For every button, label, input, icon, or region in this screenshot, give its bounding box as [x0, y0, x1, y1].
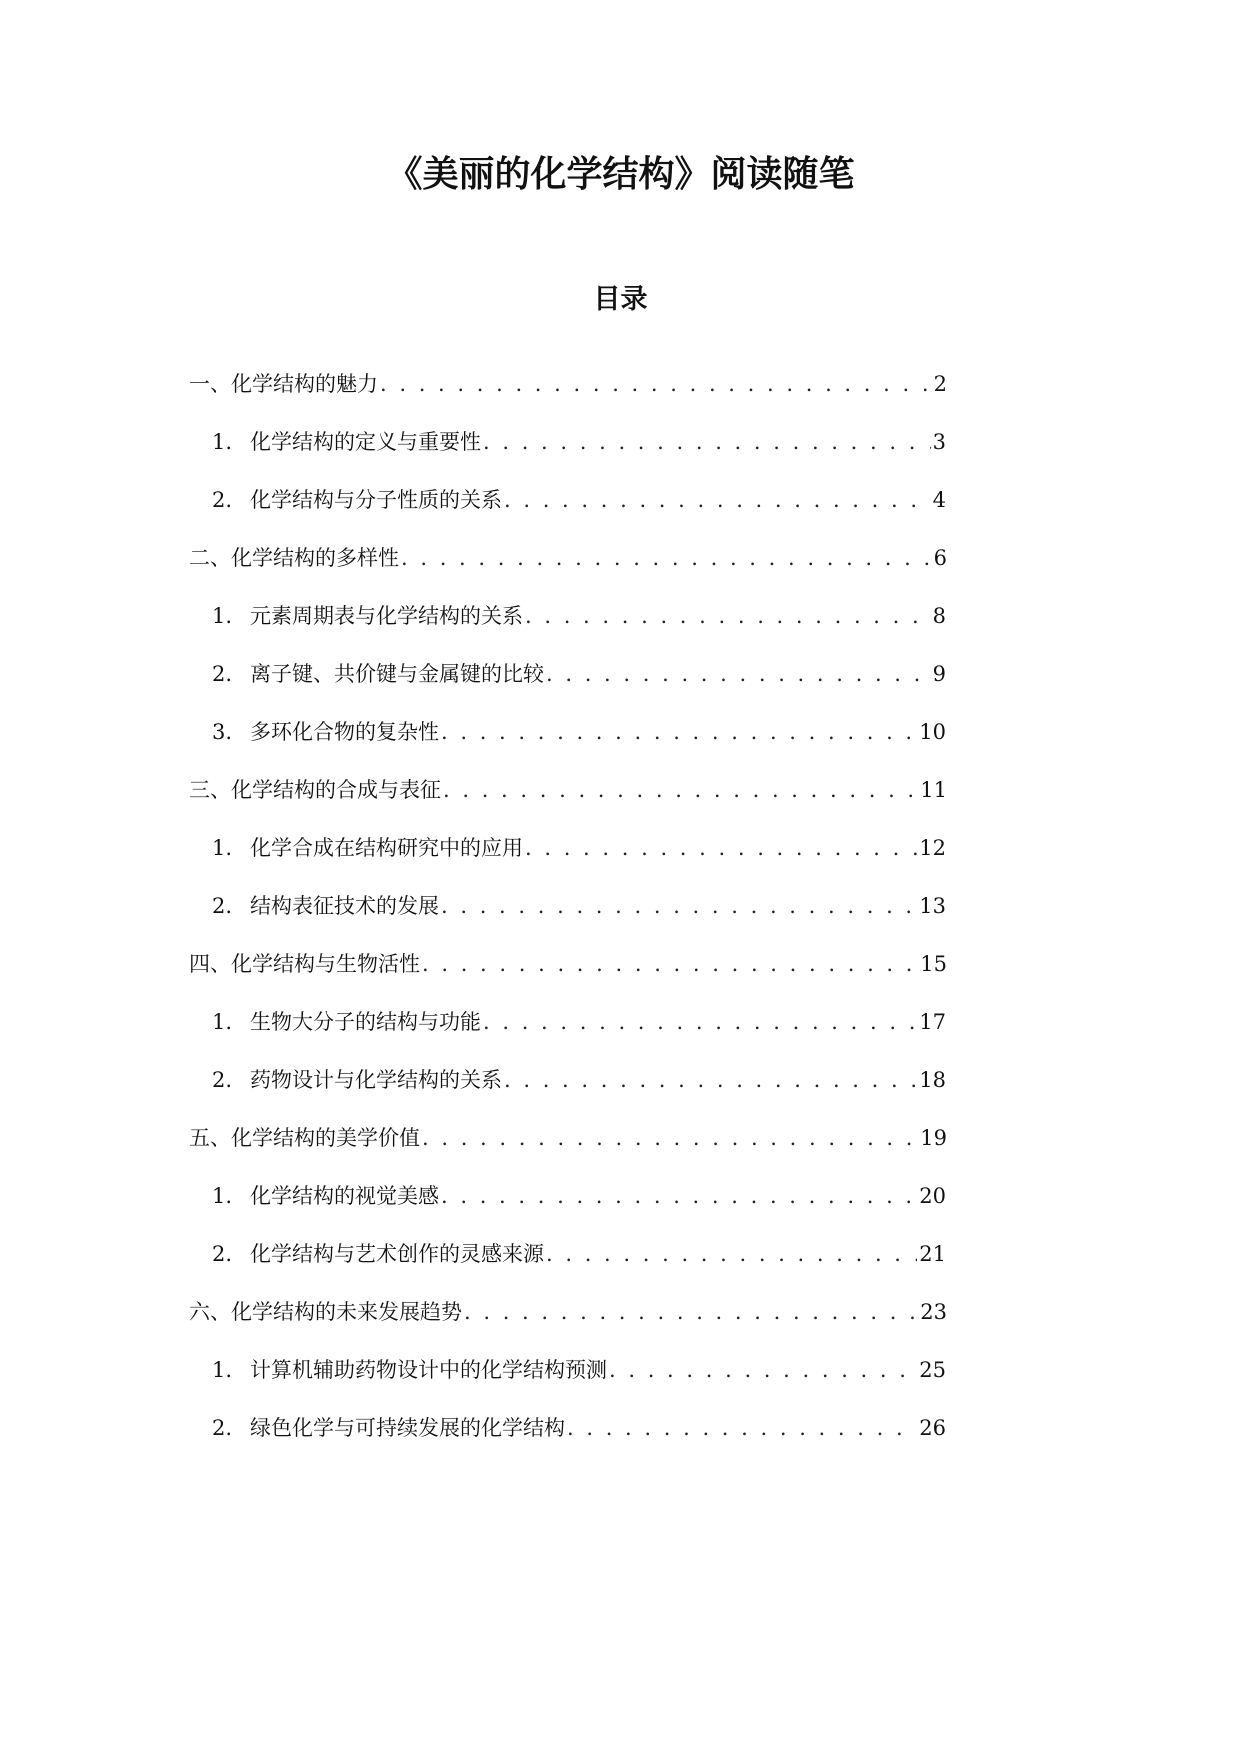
toc-section-entry[interactable]: [212, 422, 946, 462]
toc-dot-leader: [422, 944, 918, 984]
toc-entry-title: 化学结构与艺术创作的灵感来源: [250, 1242, 544, 1266]
toc-page-number: 26: [919, 1416, 946, 1440]
document-title: 《美丽的化学结构》阅读随笔: [386, 154, 855, 195]
toc-page-number: 12: [919, 836, 946, 860]
toc-entry-number: 1.: [212, 1358, 233, 1382]
toc-entry-title: 结构表征技术的发展: [250, 894, 439, 918]
toc-dot-leader: [546, 1234, 917, 1274]
toc-entry-title: 多环化合物的复杂性: [250, 720, 439, 744]
toc-entry-title: 一、化学结构的魅力: [189, 372, 378, 396]
toc-entry-number: 2.: [212, 662, 233, 686]
toc-dot-leader: [483, 422, 931, 462]
toc-page-number: 10: [919, 720, 946, 744]
toc-chapter-entry[interactable]: [189, 944, 947, 984]
toc-page-number: 3: [932, 430, 946, 454]
toc-section-entry[interactable]: [212, 828, 946, 868]
toc-entry-number: 2.: [212, 1242, 233, 1266]
toc-entry-title: 化学结构的视觉美感: [250, 1184, 439, 1208]
toc-dot-leader: [441, 886, 917, 926]
toc-entry-title: 药物设计与化学结构的关系: [250, 1068, 502, 1092]
toc-entry-title: 化学合成在结构研究中的应用: [250, 836, 523, 860]
toc-entry-number: 2.: [212, 894, 233, 918]
toc-heading: 目录: [593, 284, 648, 315]
toc-section-entry[interactable]: [212, 1350, 946, 1390]
toc-section-entry[interactable]: [212, 654, 946, 694]
toc-chapter-entry[interactable]: [189, 538, 947, 578]
toc-entry-number: 2.: [212, 1068, 233, 1092]
toc-page-number: 9: [932, 662, 946, 686]
toc-chapter-entry[interactable]: [189, 770, 947, 810]
toc-section-entry[interactable]: [212, 1060, 946, 1100]
toc-page-number: 6: [933, 546, 947, 570]
toc-section-entry[interactable]: [212, 712, 946, 752]
toc-dot-leader: [546, 654, 931, 694]
toc-dot-leader: [483, 1002, 917, 1042]
toc-page-number: 17: [919, 1010, 946, 1034]
toc-section-entry[interactable]: [212, 1176, 946, 1216]
toc-entry-number: 3.: [212, 720, 233, 744]
toc-dot-leader: [525, 596, 931, 636]
toc-entry-title: 化学结构与分子性质的关系: [250, 488, 502, 512]
toc-section-entry[interactable]: [212, 596, 946, 636]
toc-page-number: 25: [919, 1358, 946, 1382]
toc-entry-title: 二、化学结构的多样性: [189, 546, 399, 570]
toc-entry-title: 四、化学结构与生物活性: [189, 952, 420, 976]
toc-entry-number: 1.: [212, 1184, 233, 1208]
toc-dot-leader: [441, 1176, 917, 1216]
toc-section-entry[interactable]: [212, 1408, 946, 1448]
toc-section-entry[interactable]: [212, 886, 946, 926]
toc-dot-leader: [504, 1060, 917, 1100]
toc-dot-leader: [422, 1118, 918, 1158]
toc-page-number: 23: [920, 1300, 947, 1324]
toc-chapter-entry[interactable]: [189, 1118, 947, 1158]
toc-dot-leader: [504, 480, 931, 520]
toc-page-number: 2: [933, 372, 947, 396]
toc-page-number: 8: [932, 604, 946, 628]
toc-entry-number: 2.: [212, 488, 233, 512]
toc-section-entry[interactable]: [212, 1234, 946, 1274]
toc-page-number: 18: [919, 1068, 946, 1092]
toc-section-entry[interactable]: [212, 1002, 946, 1042]
toc-dot-leader: [441, 712, 917, 752]
toc-entry-number: 1.: [212, 836, 233, 860]
toc-entry-title: 化学结构的定义与重要性: [250, 430, 481, 454]
toc-page-number: 11: [920, 778, 947, 802]
toc-page-number: 13: [919, 894, 946, 918]
toc-entry-title: 生物大分子的结构与功能: [250, 1010, 481, 1034]
toc-entry-title: 绿色化学与可持续发展的化学结构: [250, 1416, 565, 1440]
toc-entry-title: 离子键、共价键与金属键的比较: [250, 662, 544, 686]
toc-page-number: 21: [919, 1242, 946, 1266]
toc-chapter-entry[interactable]: [189, 1292, 947, 1332]
toc-dot-leader: [464, 1292, 918, 1332]
toc-dot-leader: [401, 538, 932, 578]
toc-dot-leader: [525, 828, 917, 868]
toc-dot-leader: [609, 1350, 917, 1390]
toc-page-number: 4: [932, 488, 946, 512]
toc-entry-number: 2.: [212, 1416, 233, 1440]
toc-page-number: 20: [919, 1184, 946, 1208]
toc-page-number: 19: [920, 1126, 947, 1150]
toc-dot-leader: [567, 1408, 917, 1448]
toc-entry-title: 五、化学结构的美学价值: [189, 1126, 420, 1150]
toc-entry-title: 元素周期表与化学结构的关系: [250, 604, 523, 628]
toc-entry-title: 六、化学结构的未来发展趋势: [189, 1300, 462, 1324]
toc-entry-number: 1.: [212, 430, 233, 454]
toc-dot-leader: [380, 364, 932, 404]
toc-dot-leader: [443, 770, 918, 810]
toc-entry-number: 1.: [212, 1010, 233, 1034]
toc-entry-title: 计算机辅助药物设计中的化学结构预测: [250, 1358, 607, 1382]
toc-entry-title: 三、化学结构的合成与表征: [189, 778, 441, 802]
toc-entry-number: 1.: [212, 604, 233, 628]
toc-chapter-entry[interactable]: [189, 364, 947, 404]
toc-page-number: 15: [920, 952, 947, 976]
toc-section-entry[interactable]: [212, 480, 946, 520]
